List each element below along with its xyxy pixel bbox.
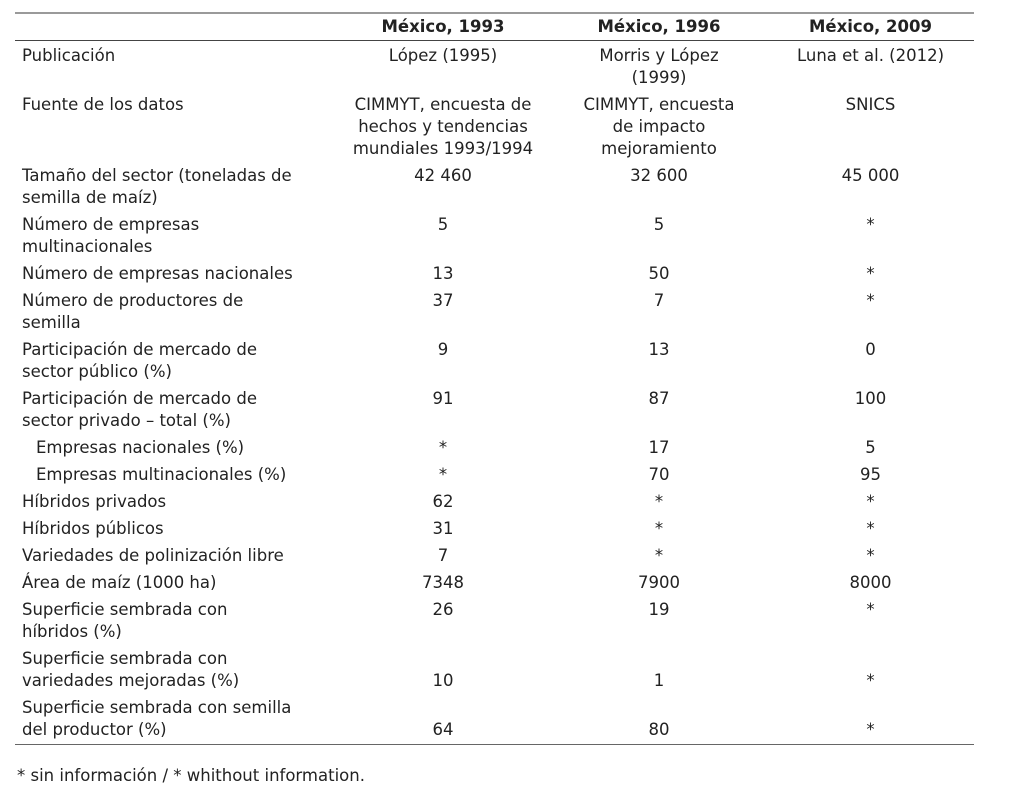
cell-value: * [866, 671, 875, 690]
cell-value: 42 460 [414, 166, 472, 185]
cell-value: 13 [432, 264, 454, 283]
cell-value: 0 [865, 340, 876, 359]
cell-value: * [866, 600, 875, 619]
row-label: Tamaño del sector (toneladas de semilla de maíz) [22, 166, 292, 207]
cell-value: 87 [648, 389, 670, 408]
cell-value: 37 [432, 291, 454, 310]
table-row [15, 161, 974, 210]
cell-value: 7900 [638, 573, 680, 592]
cell-value: 91 [432, 389, 454, 408]
cell-value: 26 [432, 600, 454, 619]
cell-value: 19 [648, 600, 670, 619]
table-row [15, 41, 974, 90]
table-row [15, 595, 974, 644]
cell-value: * [866, 215, 875, 234]
cell-value: 8000 [849, 573, 892, 592]
row-label: Superficie sembrada con híbridos (%) [22, 600, 228, 641]
cell-value: * [866, 492, 875, 511]
row-label: Número de empresas multinacionales [22, 215, 200, 256]
row-label: Participación de mercado de sector público (%) [22, 340, 257, 381]
table-row [15, 210, 974, 259]
table-row [15, 384, 974, 433]
cell-value: 31 [432, 519, 454, 538]
row-label: Empresas multinacionales (%) [36, 465, 287, 484]
cell-value: SNICS [845, 95, 896, 114]
cell-value: 10 [432, 671, 454, 690]
table-row [15, 568, 974, 595]
table-row [15, 487, 974, 514]
table-row [15, 433, 974, 460]
cell-value: 5 [865, 438, 876, 457]
cell-value: * [438, 438, 448, 457]
table-row [15, 460, 974, 487]
table-row [15, 644, 974, 693]
table-header-row [15, 14, 974, 40]
cell-value: 7348 [422, 573, 464, 592]
cell-value: * [866, 264, 875, 283]
cell-value: 62 [432, 492, 454, 511]
cell-value: 9 [437, 340, 449, 359]
row-label: Número de empresas nacionales [22, 264, 293, 283]
cell-value: 5 [653, 215, 665, 234]
cell-value: 64 [432, 720, 454, 739]
cell-value: 70 [648, 465, 670, 484]
table-row [15, 514, 974, 541]
table-body [15, 41, 974, 742]
header-cell-mexico-2009: México, 2009 [809, 17, 932, 36]
row-label: Superficie sembrada con semilla del productor (%) [22, 698, 292, 739]
cell-value: * [866, 291, 875, 310]
cell-value: 45 000 [841, 166, 900, 185]
row-label: Número de productores de semilla [22, 291, 244, 332]
cell-value: 1 [653, 671, 665, 690]
cell-value: 5 [437, 215, 449, 234]
table-row [15, 541, 974, 568]
cell-value: * [654, 546, 664, 565]
row-label: Variedades de polinización libre [22, 546, 284, 565]
cell-value: * [654, 492, 664, 511]
cell-value: CIMMYT, encuesta de impacto mejoramiento [583, 95, 735, 158]
cell-value: CIMMYT, encuesta de hechos y tendencias mundiales 1993/1994 [352, 95, 534, 158]
table-row [15, 259, 974, 286]
cell-value: * [866, 519, 875, 538]
table-footnote: * sin información / * whithout information. [17, 766, 365, 785]
cell-value: 100 [854, 389, 887, 408]
cell-value: * [438, 465, 448, 484]
row-label: Fuente de los datos [22, 95, 184, 114]
cell-value: 17 [648, 438, 670, 457]
header-cell-mexico-1993: México, 1993 [381, 17, 505, 36]
table-row [15, 90, 974, 161]
row-label: Área de maíz (1000 ha) [22, 573, 217, 592]
cell-value: Morris y López (1999) [599, 46, 719, 87]
row-label: Participación de mercado de sector privado – total (%) [22, 389, 257, 430]
row-label: Híbridos privados [22, 492, 167, 511]
row-label: Empresas nacionales (%) [36, 438, 245, 457]
cell-value: 95 [860, 465, 881, 484]
table-row [15, 286, 974, 335]
cell-value: * [866, 546, 875, 565]
cell-value: 80 [648, 720, 670, 739]
cell-value: * [654, 519, 664, 538]
cell-value: * [866, 720, 875, 739]
cell-value: López (1995) [388, 46, 498, 65]
table-row [15, 693, 974, 742]
cell-value: Luna et al. (2012) [796, 46, 945, 65]
cell-value: 50 [648, 264, 670, 283]
cell-value: 7 [437, 546, 449, 565]
row-label: Híbridos públicos [22, 519, 164, 538]
row-label: Superficie sembrada con variedades mejoradas (%) [22, 649, 240, 690]
header-cell-mexico-1996: México, 1996 [597, 17, 721, 36]
cell-value: 7 [653, 291, 665, 310]
seed-sector-table [15, 12, 974, 745]
cell-value: 13 [648, 340, 670, 359]
table-row [15, 335, 974, 384]
table-bottom-rule [15, 744, 974, 745]
row-label: Publicación [22, 46, 116, 65]
cell-value: 32 600 [630, 166, 688, 185]
